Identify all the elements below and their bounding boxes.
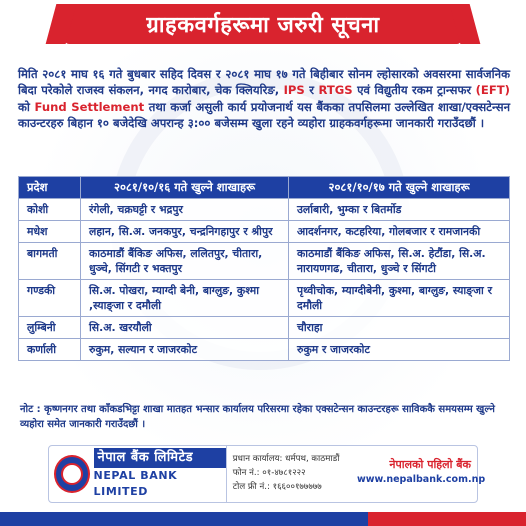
table-row (19, 243, 510, 280)
intro-and: र (304, 83, 319, 98)
eft-term: (EFT) (475, 83, 510, 98)
province-cell: लुम्बिनी (19, 317, 81, 339)
website-link[interactable]: www.nepalbank.com.np (357, 474, 486, 485)
intro-text-1: मिति २०८१ माघ १६ गते बुधबार सहिद दिवस र २०८१ माघ १७ गते बिहीबार सोनम ल्होसारको अवसरमा सार्वजनिक बिदा परेकोले राजस्व संकलन, नगद कारोबार, चेक क्लियरिङ, (18, 67, 510, 98)
province-cell: गण्डकी (19, 280, 81, 317)
province-cell: कर्णाली (19, 339, 81, 361)
bank-footer (48, 445, 486, 503)
fund-settlement-term: Fund Settlement (34, 99, 145, 114)
bottom-color-strip (0, 512, 526, 526)
title-banner (65, 4, 461, 44)
header-day16: २०८१/१०/१६ गते खुल्ने शाखाहरू (81, 177, 289, 199)
bank-name-nepali: नेपाल बैंक लिमिटेड (94, 448, 226, 468)
province-cell: मधेश (19, 221, 81, 243)
head-office: प्रधान कार्यालय: धर्मपथ, काठमाडौं (232, 454, 340, 464)
day16-branches: सि.अ. पोखरा, म्याग्दी बेनी, बाग्लुङ, कुश्मा ,स्याङ्जा र दमौली (81, 280, 289, 317)
bank-tagline: नेपालको पहिलो बैंक (389, 458, 471, 471)
intro-paragraph (18, 66, 510, 132)
table-header-row (19, 177, 510, 199)
day17-branches: उर्लाबारी, भुम्का र बितर्मोड (289, 199, 510, 221)
province-cell: बागमती (19, 243, 81, 280)
day17-branches: आदर्शनगर, कटहरिया, गोलबजार र रामजानकी (289, 221, 510, 243)
day16-branches: लहान, सि.अ. जनकपुर, चन्द्रनिगहापुर र श्रीपुर (81, 221, 289, 243)
bank-name-english: NEPAL BANK LIMITED (93, 469, 178, 498)
intro-text-2: एवं विद्युतीय रकम ट्रान्सफर (352, 83, 476, 98)
table-row (19, 317, 510, 339)
phone-number: फोन नं.: ०१-४७८१२२२ (232, 468, 306, 478)
bank-logo (49, 446, 226, 502)
day16-branches: काठमाडौं बैंकिङ अफिस, ललितपुर, चीतारा, धुञ्चे, सिंगटी र भक्तपुर (81, 243, 289, 280)
table-row (19, 339, 510, 361)
contact-info (226, 446, 351, 502)
intro-text-3: को (18, 99, 35, 114)
footnote: नोट : कृष्णनगर तथा काँकडभिट्टा शाखा मातहत भन्सार कार्यालय परिसरमा रहेका एक्सटेन्सन काउन्टरहरू साविककै समयसम्म खुल्ने व्यहोरा समेत जानकारी गराउँदछौं । (20, 404, 495, 430)
page-title: ग्राहकवर्गहरूमा जरुरी सूचना (146, 13, 380, 38)
day16-branches: रंगेली, चक्रघट्टी र भद्रपुर (81, 199, 289, 221)
header-province: प्रदेश (19, 177, 81, 199)
day17-branches: रुकुम र जाजरकोट (289, 339, 510, 361)
day16-branches: रुकुम, सल्यान र जाजरकोट (81, 339, 289, 361)
rtgs-term: RTGS (318, 83, 353, 98)
ips-term: IPS (283, 83, 305, 98)
day17-branches: पृथ्वीचोक, म्याग्दीबेनी, कुश्मा, बाग्लुङ, स्याङ्जा र दमौली (289, 280, 510, 317)
table-row (19, 221, 510, 243)
table-row (19, 199, 510, 221)
day17-branches: काठमाडौं बैंकिङ अफिस, सि.अ. हेटौंडा, सि.अ. नारायणगढ, चीतारा, धुञ्चे र सिंगटी (289, 243, 510, 280)
day16-branches: सि.अ. खरयौली (81, 317, 289, 339)
day17-branches: चौराहा (289, 317, 510, 339)
toll-free-number: टोल फ्री नं.: १६६००१७७७७७ (232, 482, 322, 492)
intro-text-4: तथा कर्जा असुली कार्य प्रयोजनार्थ यस बैंकका तपसिलमा उल्लेखित शाखा/एक्सटेन्सन काउन्टरहरु बिहान १० बजेदेखि अपरान्ह ३:०० बजेसम्म खुला रहने व्यहोरा ग्राहकवर्गहरूमा जानकारी गराउँदछौं । (18, 99, 511, 131)
branch-table (18, 176, 510, 361)
province-cell: कोशी (19, 199, 81, 221)
table-row (19, 280, 510, 317)
header-day17: २०८१/१०/१७ गते खुल्ने शाखाहरू (289, 177, 510, 199)
bank-emblem-icon (54, 455, 90, 493)
